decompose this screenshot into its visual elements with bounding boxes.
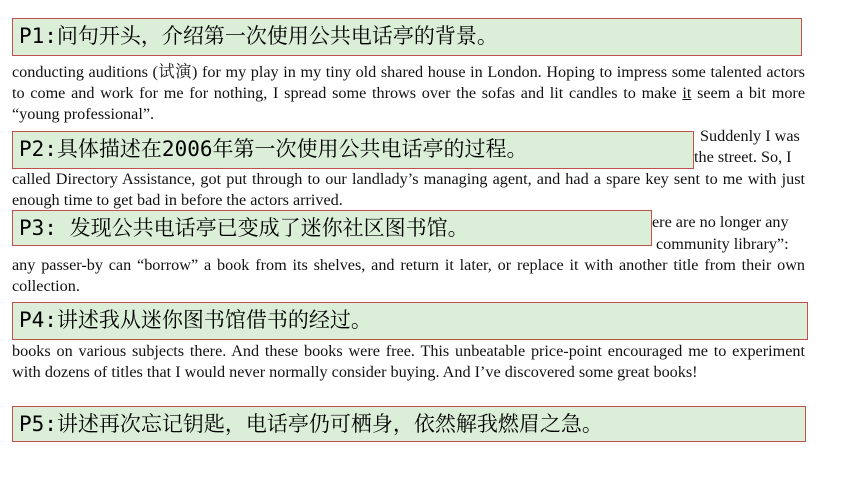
annotation-p4: P4:讲述我从迷你图书馆借书的经过。 (12, 302, 808, 340)
paragraph-2-line2-tail: the street. So, I (694, 148, 792, 166)
annotation-p2: P2:具体描述在2006年第一次使用公共电话亭的过程。 (12, 131, 694, 169)
paragraph-1-text: conducting auditions (试演) for my play in my tiny old shared house in London. Hoping to impress some talented actors to come and work for me for nothing, I spread some throws over the sofas and lit candles to make (12, 63, 805, 102)
paragraph-3-line2-tail: community library”: (656, 235, 789, 253)
paragraph-2: called Directory Assistance, got put through to our landlady’s managing agent, and had a spare key sent to me with just enough time to get bad in before the actors arrived. (12, 170, 805, 209)
annotation-p3: P3: 发现公共电话亭已变成了迷你社区图书馆。 (12, 210, 652, 246)
annotation-p1: P1:问句开头，介绍第一次使用公共电话亭的背景。 (12, 18, 802, 56)
paragraph-1-end: seem a bit more “young professional”. (12, 84, 805, 123)
underlined-word: it (682, 84, 692, 102)
paragraph-3-line1-tail: ere are no longer any (652, 213, 789, 231)
paragraph-2-line1-tail: Suddenly I was (700, 127, 800, 145)
annotation-p5: P5:讲述再次忘记钥匙，电话亭仍可栖身，依然解我燃眉之急。 (12, 406, 806, 442)
paragraph-1 (12, 62, 805, 125)
paragraph-3: any passer-by can “borrow” a book from its shelves, and return it later, or replace it with another title from their own collection. (12, 256, 805, 295)
paragraph-4: books on various subjects there. And these books were free. This unbeatable price-point encouraged me to experiment with dozens of titles that I would never normally consider buying. And I’ve discovered some great books! (12, 342, 805, 381)
